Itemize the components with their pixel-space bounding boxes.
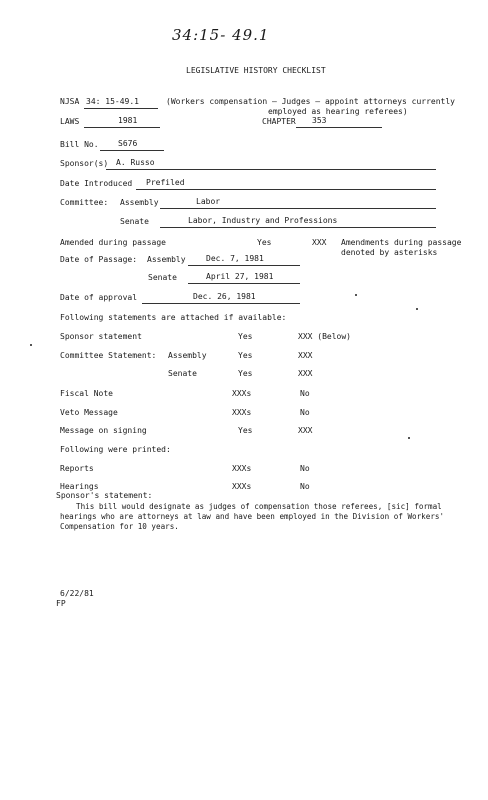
- passage-senate-label: Senate: [148, 273, 177, 282]
- scan-speck: [30, 344, 32, 346]
- amended-note-line2: denoted by asterisks: [341, 248, 438, 257]
- veto-message-no: No: [300, 408, 310, 417]
- footer-date: 6/22/81: [60, 589, 94, 598]
- printed-intro: Following were printed:: [60, 445, 171, 454]
- fiscal-note-yes: XXXs: [232, 389, 252, 398]
- date-introduced-label: Date Introduced: [60, 179, 133, 188]
- hearings-label: Hearings: [60, 482, 99, 491]
- bill-number-value: S676: [118, 139, 138, 148]
- scan-speck: [355, 294, 357, 296]
- amended-no: XXX: [312, 238, 327, 247]
- fiscal-note-label: Fiscal Note: [60, 389, 113, 398]
- laws-label: LAWS: [60, 117, 80, 126]
- hearings-yes: XXXs: [232, 482, 252, 491]
- sponsor-statement-line3: Compensation for 10 years.: [60, 522, 179, 531]
- scan-speck: [416, 308, 418, 310]
- committee-statement-senate-no: XXX: [298, 369, 313, 378]
- committee-assembly-label: Assembly: [120, 198, 159, 207]
- sponsor-statement-yes: Yes: [238, 332, 253, 341]
- committee-statement-senate-yes: Yes: [238, 369, 253, 378]
- sponsor-label: Sponsor(s): [60, 159, 109, 168]
- njsa-description-line2: employed as hearing referees): [268, 107, 408, 116]
- reports-yes: XXXs: [232, 464, 252, 473]
- sponsor-value: A. Russo: [116, 158, 155, 167]
- committee-statement-senate: Senate: [168, 369, 197, 378]
- date-introduced-value: Prefiled: [146, 178, 185, 187]
- committee-statement-assembly: Assembly: [168, 351, 207, 360]
- message-signing-yes: Yes: [238, 426, 253, 435]
- chapter-value: 353: [312, 116, 327, 125]
- amended-note-line1: Amendments during passage: [341, 238, 462, 247]
- sponsor-statement-label: Sponsor statement: [60, 332, 142, 341]
- approval-label: Date of approval: [60, 293, 138, 302]
- message-signing-no: XXX: [298, 426, 313, 435]
- reports-no: No: [300, 464, 310, 473]
- committee-statement-assembly-yes: Yes: [238, 351, 253, 360]
- amended-label: Amended during passage: [60, 238, 166, 247]
- njsa-label: NJSA: [60, 97, 80, 106]
- passage-label: Date of Passage:: [60, 255, 138, 264]
- page-title: LEGISLATIVE HISTORY CHECKLIST: [186, 66, 326, 75]
- committee-senate-label: Senate: [120, 217, 149, 226]
- committee-label: Committee:: [60, 198, 109, 207]
- statements-intro: Following statements are attached if available:: [60, 313, 287, 322]
- scan-speck: [408, 437, 410, 439]
- committee-statement-label: Committee Statement:: [60, 351, 157, 360]
- veto-message-yes: XXXs: [232, 408, 252, 417]
- reports-label: Reports: [60, 464, 94, 473]
- message-signing-label: Message on signing: [60, 426, 147, 435]
- passage-assembly-label: Assembly: [147, 255, 186, 264]
- committee-statement-assembly-no: XXX: [298, 351, 313, 360]
- njsa-value: 34: 15-49.1: [86, 97, 139, 106]
- njsa-description-line1: (Workers compensation — Judges — appoint attorneys currently: [166, 97, 455, 106]
- sponsor-statement-no: XXX (Below): [298, 332, 351, 341]
- fiscal-note-no: No: [300, 389, 310, 398]
- chapter-label: CHAPTER: [262, 117, 296, 126]
- amended-yes: Yes: [257, 238, 272, 247]
- laws-value: 1981: [118, 116, 138, 125]
- approval-value: Dec. 26, 1981: [193, 292, 256, 301]
- bill-number-label: Bill No.: [60, 140, 99, 149]
- passage-senate-value: April 27, 1981: [206, 272, 274, 281]
- sponsor-statement-line1: This bill would designate as judges of compensation those referees, [sic] formal: [76, 502, 442, 511]
- handwritten-number: 34:15- 49.1: [172, 26, 270, 44]
- veto-message-label: Veto Message: [60, 408, 118, 417]
- sponsor-statement-heading: Sponsor's statement:: [56, 491, 153, 500]
- committee-assembly-value: Labor: [196, 197, 221, 206]
- footer-initials: FP: [56, 599, 66, 608]
- passage-assembly-value: Dec. 7, 1981: [206, 254, 264, 263]
- hearings-no: No: [300, 482, 310, 491]
- committee-senate-value: Labor, Industry and Professions: [188, 216, 338, 225]
- sponsor-statement-line2: hearings who are attorneys at law and have been employed in the Division of Workers': [60, 512, 445, 521]
